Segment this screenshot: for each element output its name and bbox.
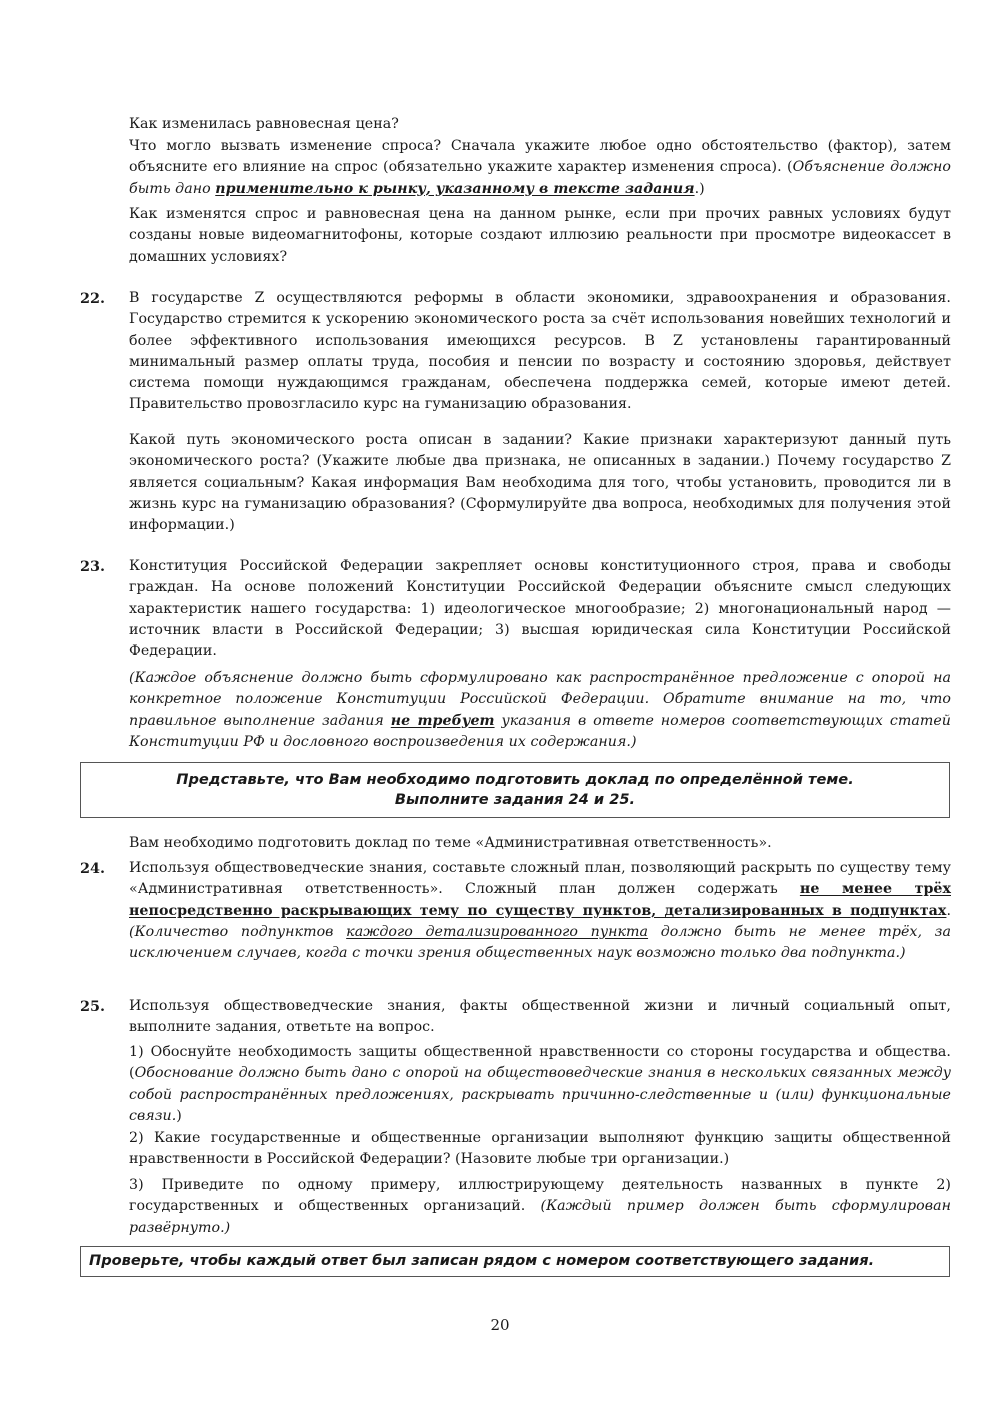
intro-question-3: Как изменятся спрос и равновесная цена на данном рынке, если при прочих равных условиях будут созданы новые видеомагнитофоны, которые создают иллюзию реальности при просмотре видеокассет в домашних условиях? [129, 206, 951, 265]
instruction-box-line-1: Представьте, что Вам необходимо подготовить доклад по определённой теме. [176, 771, 854, 788]
task-25-item-3 [129, 1175, 951, 1239]
task-25-number: 25. [80, 998, 106, 1015]
instruction-box-check-text: Проверьте, чтобы каждый ответ был записан рядом с номером соответствующего задания. [89, 1252, 875, 1269]
task-23-number: 23. [80, 558, 106, 575]
page-number: 20 [490, 1316, 510, 1334]
instruction-box-report [80, 762, 950, 818]
task-23-note-emphasis: не требует [390, 712, 495, 729]
task-22-paragraph-1: В государстве Z осуществляются реформы в области экономики, здравоохранения и образования. Государство стремится к ускорению экономического роста за счёт использования новейших технологий и более эффективного использования имеющихся ресурсов. В Z установлены гарантированный минимальный размер оплаты труда, пособия и пенсии по возрасту и состоянию здоровья, действует система помощи нуждающимся гражданам, обеспечена поддержка семей, которые имеют детей. Правительство провозгласило курс на гуманизацию образования. [129, 290, 951, 413]
task-25-item-1-end: ) [176, 1107, 182, 1124]
intro-q2-end: .) [694, 180, 705, 197]
task-23-paragraph-1: Конституция Российской Федерации закрепляет основы конституционного строя, права и свободы граждан. На основе положений Конституции Российской Федерации объясните смысл следующих характеристик нашего государства: 1) идеологическое многообразие; 2) многонациональный народ — источник власти в Российской Федерации; 3) высшая юридическая сила Конституции Российской Федерации. [129, 558, 951, 660]
task-24-paragraph [129, 858, 951, 964]
intro-q2-emphasis: применительно к рынку, указанному в тексте задания [215, 180, 695, 197]
instruction-box-check [80, 1246, 950, 1277]
task-23-paragraph-2 [129, 668, 951, 753]
task-24-text-a: Используя обществоведческие знания, составьте сложный план, позволяющий раскрыть по существу тему «Административная ответственность». Сложный план должен содержать [129, 860, 951, 898]
task-24-emphasis: не менее трёх непосредственно раскрывающих тему по существу пунктов, детализированных в подпунктах [129, 881, 951, 919]
intro-question-2 [129, 136, 951, 200]
task-23-note-a: (Каждое объяснение должно быть сформулировано как распространённое предложение с опорой на конкретное положение Конституции Российской Федерации. Обратите внимание на то, что правильное выполнение задания [129, 670, 951, 729]
intro-q2-text: Что могло вызвать изменение спроса? Сначала укажите любое одно обстоятельство (фактор), затем объясните его влияние на спрос (обязательно укажите характер изменения спроса). ( [129, 138, 951, 176]
task-25-item-1-note: Обоснование должно быть дано с опорой на обществоведческие знания в нескольких связанных между собой распространённых предложениях, раскрывать причинно-следственные и (или) функциональные связи. [129, 1065, 951, 1124]
task-22-number: 22. [80, 290, 106, 307]
task-24-note-c: должно быть не менее трёх, за исключением случаев, когда с точки зрения общественных наук возможно только два подпункта.) [129, 923, 951, 962]
task-25-item-3-note: (Каждый пример должен быть сформулирован развёрнуто.) [129, 1198, 951, 1236]
instruction-box-line-2: Выполните задания 24 и 25. [394, 791, 636, 808]
task-25-item-1-text: 1) Обоснуйте необходимость защиты общественной нравственности со стороны государства и общества. ( [129, 1044, 951, 1082]
task-25-item-1 [129, 1042, 951, 1127]
task-22-paragraph-2: Какой путь экономического роста описан в задании? Какие признаки характеризуют данный путь экономического роста? (Укажите любые два признака, не описанных в задании.) Почему государство Z является социальным? Какая информация Вам необходима для того, чтобы установить, проводится ли в жизнь курс на гуманизацию образования? (Сформулируйте два вопроса, необходимых для получения этой информации.) [129, 432, 951, 534]
task-24-text-c: . [946, 902, 951, 919]
report-topic: Вам необходимо подготовить доклад по теме «Административная ответственность». [129, 835, 772, 851]
task-24-note-a: (Количество подпунктов [129, 923, 347, 940]
task-25-intro: Используя обществоведческие знания, факты общественной жизни и личный социальный опыт, выполните задания, ответьте на вопрос. [129, 998, 951, 1036]
task-23-note-c: указания в ответе номеров соответствующих статей Конституции РФ и дословного воспроизведения их содержания.) [129, 712, 951, 750]
task-24-note-underlined: каждого детализированного пункта [346, 923, 649, 940]
task-25-item-3-text: 3) Приведите по одному примеру, иллюстрирующему деятельность названных в пункте 2) государственных и общественных организаций. [129, 1177, 951, 1215]
intro-q2-italic: Объяснение должно быть дано [129, 159, 951, 197]
task-25-item-2: 2) Какие государственные и общественные организации выполняют функцию защиты общественной нравственности в Российской Федерации? (Назовите любые три организации.) [129, 1130, 951, 1168]
task-24-number: 24. [80, 860, 106, 877]
intro-question-1: Как изменилась равновесная цена? [129, 116, 399, 132]
